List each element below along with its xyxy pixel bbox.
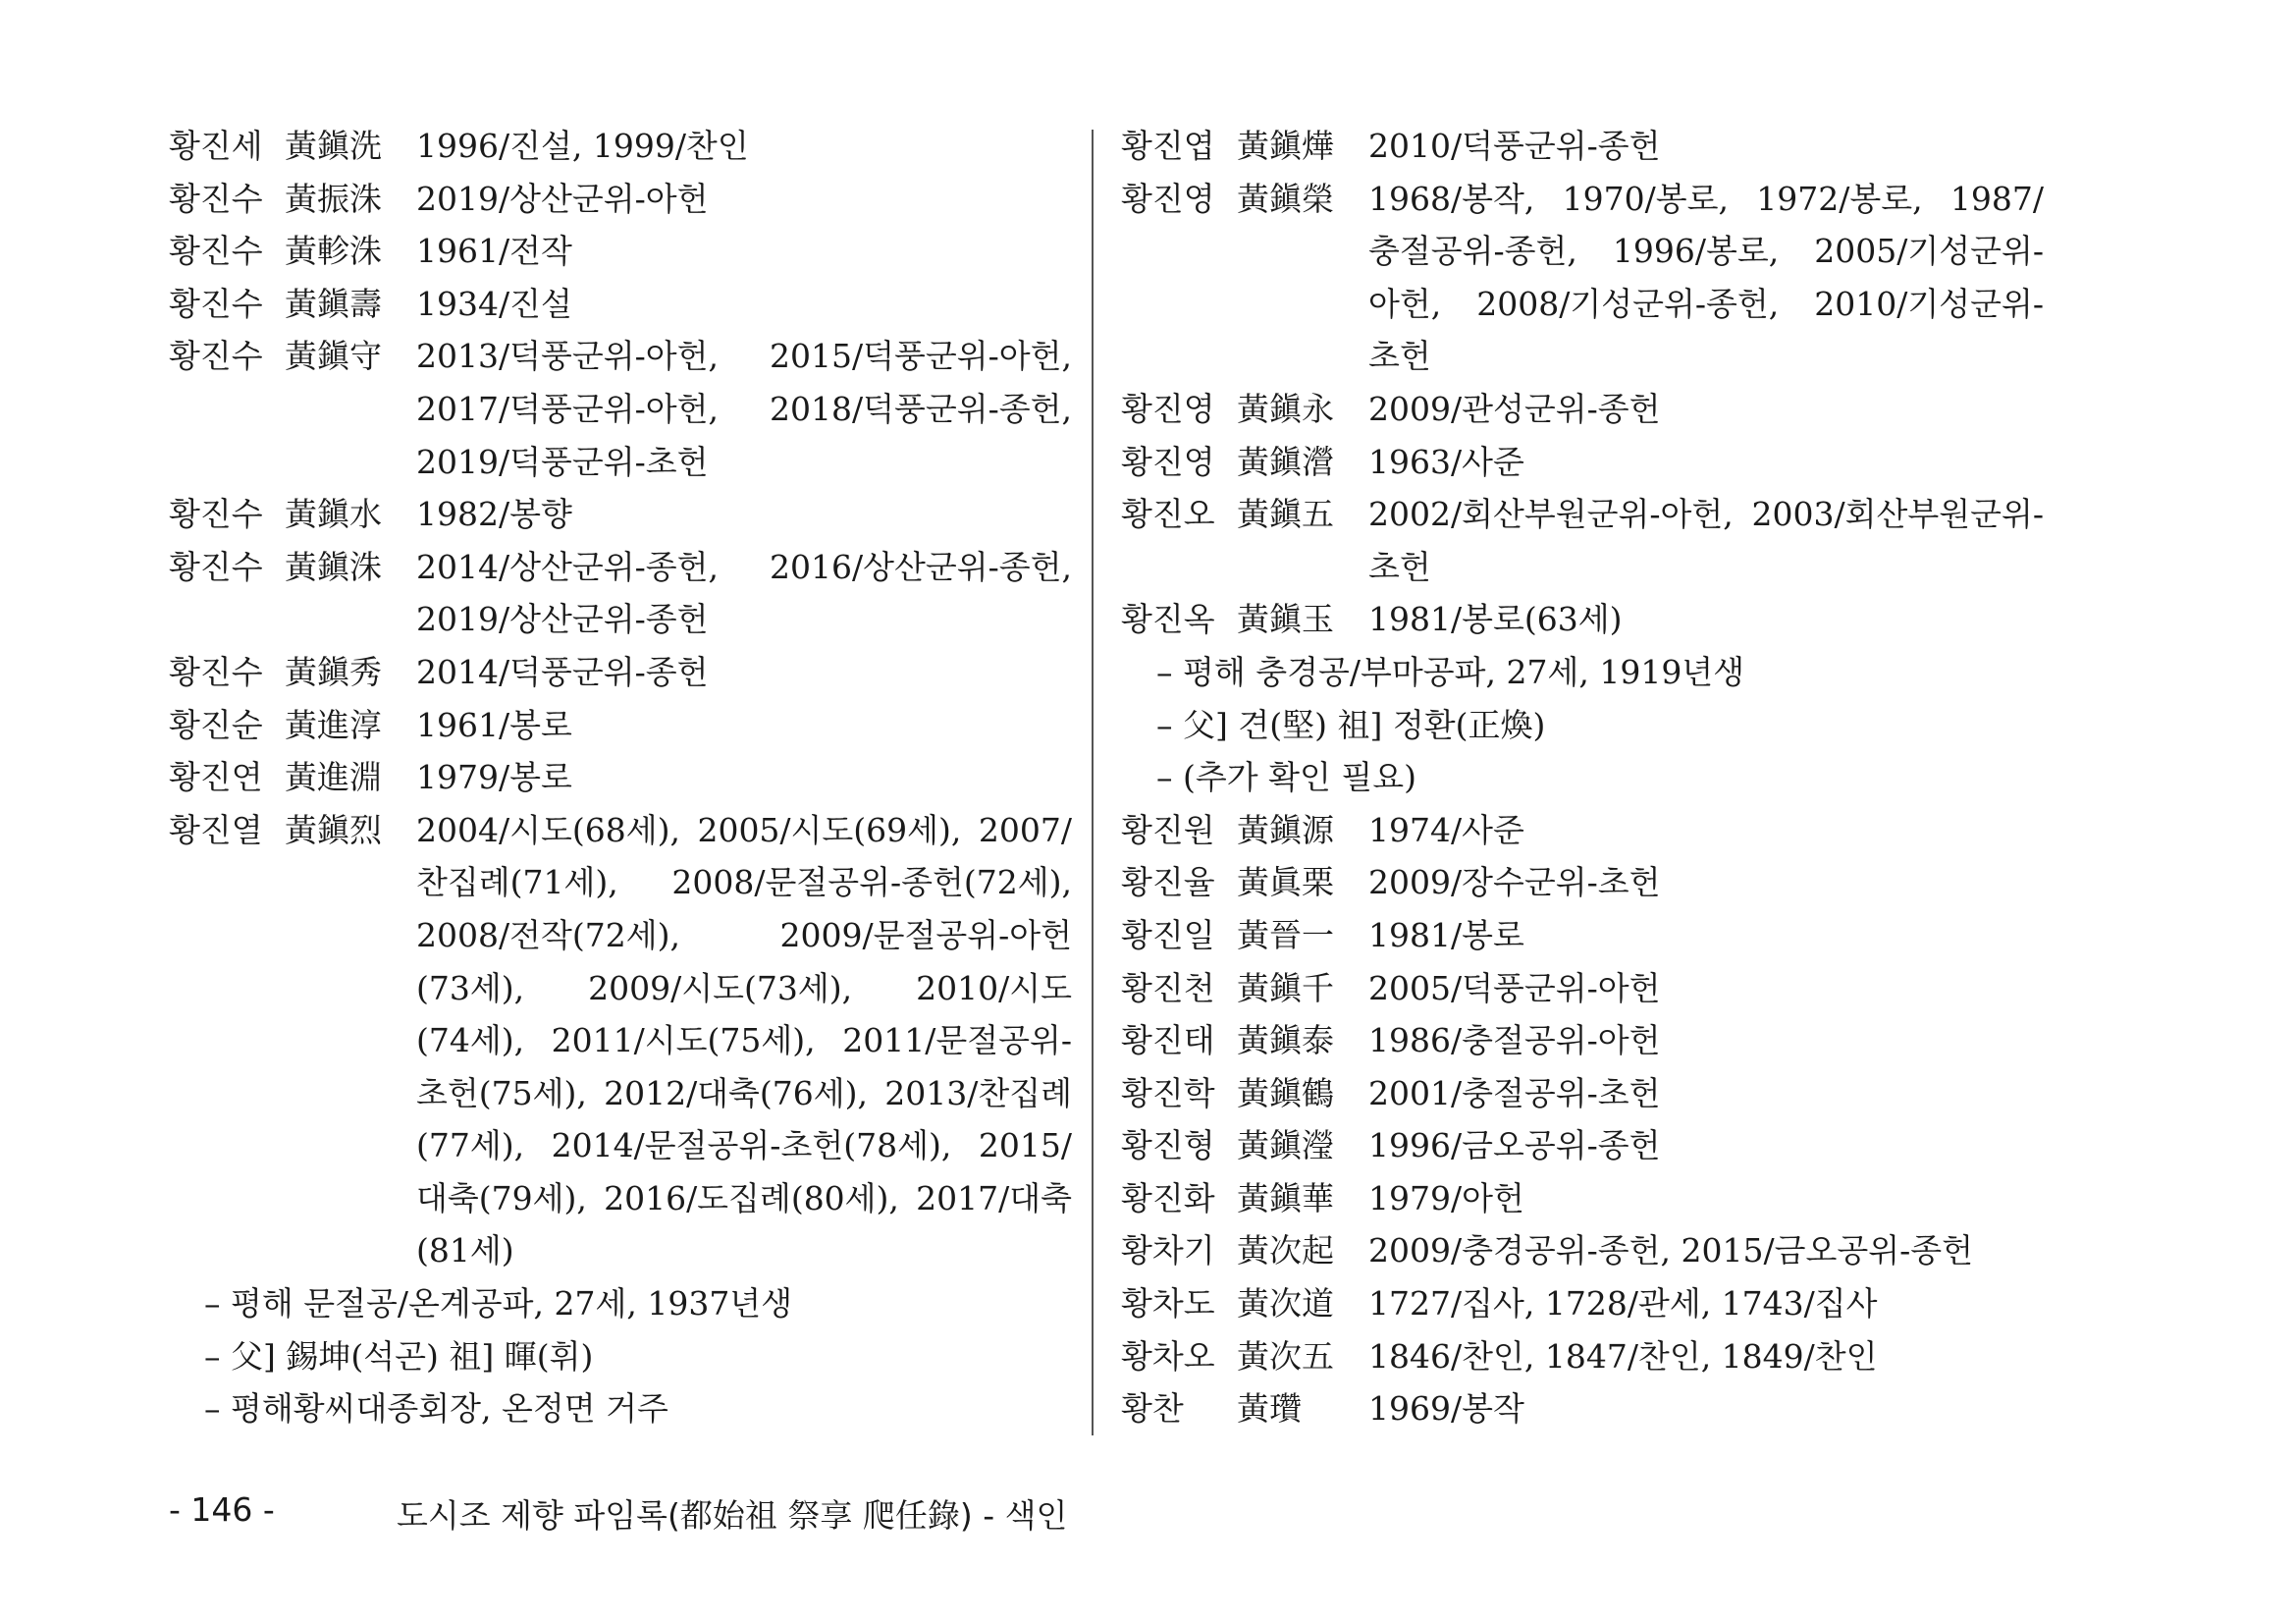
- entry-name: 황진영: [1121, 389, 1215, 428]
- entry-hanja: 黃鎭洗: [285, 127, 382, 165]
- entry-hanja: 黃鎭榮: [1237, 179, 1334, 218]
- entry-text: 1986/충절공위-아헌: [1368, 1021, 1661, 1060]
- entry-hanja: 黃次道: [1237, 1284, 1334, 1324]
- entry-name: 황진학: [1121, 1073, 1215, 1112]
- entry-hanja: 黃鎭瀯: [1237, 442, 1334, 481]
- entry-hanja: 黃鎭燁: [1237, 127, 1334, 165]
- index-entry: [1121, 1119, 2044, 1172]
- entry-text: 2019/상산군위-아헌: [416, 179, 709, 218]
- entry-hanja: 黃鎭守: [285, 337, 382, 376]
- index-entry: [1121, 120, 2044, 173]
- index-entry: [1121, 1277, 2044, 1330]
- entry-text: 1981/봉로(63세): [1368, 600, 1623, 639]
- entry-hanja: 黃鎭壽: [285, 284, 382, 323]
- entry-name: 황진오: [1121, 495, 1215, 534]
- entry-name: 황진율: [1121, 863, 1215, 902]
- index-entry: [1121, 856, 2044, 909]
- index-entry: [169, 804, 1072, 1277]
- entry-hanja: 黃鎭鶴: [1237, 1073, 1334, 1112]
- index-entry: [1121, 383, 2044, 436]
- entry-hanja: 黃鎭烈: [285, 810, 382, 849]
- entry-hanja: 黃鎭源: [1237, 810, 1334, 849]
- entry-text: 2009/충경공위-종헌, 2015/금오공위-종헌: [1368, 1231, 1974, 1270]
- entry-text: 2005/덕풍군위-아헌: [1368, 968, 1661, 1007]
- index-entry: [1121, 909, 2044, 962]
- entry-name: 황진영: [1121, 442, 1215, 481]
- entry-name: 황진수: [169, 284, 263, 323]
- entry-name: 황진세: [169, 127, 263, 165]
- entry-hanja: 黃鎭五: [1237, 495, 1334, 534]
- entry-name: 황진수: [169, 547, 263, 586]
- entry-text: 2014/상산군위-종헌, 2016/상산군위-종헌, 2019/상산군위-종헌: [416, 547, 1072, 639]
- index-entry: [1121, 1067, 2044, 1120]
- entry-text: 1727/집사, 1728/관세, 1743/집사: [1368, 1284, 1878, 1324]
- left-notes: [169, 1277, 1072, 1435]
- column-divider: [1092, 130, 1094, 1435]
- entry-name: 황진원: [1121, 810, 1215, 849]
- entry-name: 황진영: [1121, 179, 1215, 218]
- entry-hanja: 黃鎭千: [1237, 968, 1334, 1007]
- entry-text: 2009/장수군위-초헌: [1368, 863, 1661, 902]
- index-entry: [1121, 804, 2044, 857]
- entry-note: – (추가 확인 필요): [1156, 758, 1416, 797]
- entry-name: 황진수: [169, 232, 263, 271]
- entry-hanja: 黃鎭華: [1237, 1178, 1334, 1217]
- entry-name: 황진수: [169, 652, 263, 691]
- index-entry: [169, 330, 1072, 488]
- entry-hanja: 黃眞栗: [1237, 863, 1334, 902]
- entry-hanja: 黃鎭洙: [285, 547, 382, 586]
- entry-text: 2013/덕풍군위-아헌, 2015/덕풍군위-아헌, 2017/덕풍군위-아헌, 2018/덕풍군위-종헌, 2019/덕풍군위-초헌: [416, 337, 1072, 481]
- entry-text: 2010/덕풍군위-종헌: [1368, 127, 1661, 165]
- index-entry: [169, 225, 1072, 278]
- index-entry: [169, 699, 1072, 752]
- right-notes: [1121, 646, 2044, 804]
- entry-text: 1979/아헌: [1368, 1178, 1524, 1217]
- index-entry: [1121, 1224, 2044, 1277]
- entry-name: 황진태: [1121, 1021, 1215, 1060]
- entry-hanja: 黃次起: [1237, 1231, 1334, 1270]
- index-entry: [169, 120, 1072, 173]
- entry-hanja: 黃鎭永: [1237, 389, 1334, 428]
- entry-note: – 평해황씨대종회장, 온정면 거주: [204, 1389, 668, 1429]
- entry-text: 1979/봉로: [416, 758, 572, 797]
- index-entry: [169, 488, 1072, 541]
- entry-hanja: 黃鎭瀅: [1237, 1126, 1334, 1165]
- entry-name: 황차기: [1121, 1231, 1215, 1270]
- entry-hanja: 黃振洙: [285, 179, 382, 218]
- entry-note: – 평해 충경공/부마공파, 27세, 1919년생: [1156, 652, 1745, 691]
- entry-name: 황차오: [1121, 1336, 1215, 1376]
- index-entry: [1121, 1172, 2044, 1225]
- entry-text: 2004/시도(68세), 2005/시도(69세), 2007/찬집례(71세), 2008/문절공위-종헌(72세), 2008/전작(72세), 2009/문절공위-아헌(73세), 2009/시도(73세), 2010/시도(74세), 2011/시도(75세), 2011/문절공위-초헌(75세), 2012/대축(76세), 2013/찬집례(77세), 2014/문절공위-초헌(78세), 2015/대축(79세), 2016/도집례(80세), 2017/대축(81세): [416, 810, 1072, 1270]
- index-entry: [169, 646, 1072, 699]
- index-entry: [1121, 962, 2044, 1015]
- entry-text: 1961/봉로: [416, 705, 572, 744]
- left-column: [169, 120, 1072, 1435]
- entry-text: 1982/봉향: [416, 495, 572, 534]
- index-entry: [1121, 593, 2044, 646]
- entry-hanja: 黃次五: [1237, 1336, 1334, 1376]
- index-entry: [169, 278, 1072, 331]
- entry-hanja: 黃進淳: [285, 705, 382, 744]
- entry-name: 황진옥: [1121, 600, 1215, 639]
- entry-name: 황진일: [1121, 915, 1215, 954]
- entry-hanja: 黃進淵: [285, 758, 382, 797]
- entry-name: 황진수: [169, 179, 263, 218]
- right-entries-a: [1121, 120, 2044, 646]
- index-entry: [1121, 173, 2044, 383]
- entry-name: 황진연: [169, 758, 263, 797]
- entry-name: 황진순: [169, 705, 263, 744]
- entry-name: 황진수: [169, 495, 263, 534]
- right-column: [1121, 120, 2044, 1435]
- entry-text: 2014/덕풍군위-종헌: [416, 652, 709, 691]
- entry-hanja: 黃鎭水: [285, 495, 382, 534]
- entry-text: 1969/봉작: [1368, 1389, 1524, 1429]
- book-title: 도시조 제향 파임록(都始祖 祭享 爬任錄) - 색인: [397, 1496, 1068, 1535]
- entry-hanja: 黃鎭泰: [1237, 1021, 1334, 1060]
- entry-hanja: 黃晉一: [1237, 915, 1334, 954]
- entry-text: 2001/충절공위-초헌: [1368, 1073, 1661, 1112]
- entry-hanja: 黃鎭秀: [285, 652, 382, 691]
- index-entry: [169, 541, 1072, 646]
- entry-hanja: 黃軫洙: [285, 232, 382, 271]
- page-number: - 146 -: [169, 1490, 275, 1529]
- index-entry: [1121, 1382, 2044, 1435]
- entry-note: – 평해 문절공/온계공파, 27세, 1937년생: [204, 1284, 793, 1324]
- entry-note: – 父] 錫坤(석곤) 祖] 暉(휘): [204, 1336, 594, 1376]
- entry-name: 황진열: [169, 810, 263, 849]
- index-entry: [169, 173, 1072, 226]
- entry-text: 1934/진설: [416, 284, 572, 323]
- entry-text: 2002/회산부원군위-아헌, 2003/회산부원군위-초헌: [1368, 495, 2044, 586]
- entry-hanja: 黃鎭玉: [1237, 600, 1334, 639]
- entry-hanja: 黃瓚: [1237, 1389, 1302, 1429]
- entry-name: 황진형: [1121, 1126, 1215, 1165]
- index-entry: [1121, 1014, 2044, 1067]
- entry-text: 1968/봉작, 1970/봉로, 1972/봉로, 1987/충절공위-종헌, 1996/봉로, 2005/기성군위-아헌, 2008/기성군위-종헌, 2010/기성군위-초헌: [1368, 179, 2044, 376]
- index-entry: [1121, 488, 2044, 593]
- entry-name: 황진화: [1121, 1178, 1215, 1217]
- index-entry: [1121, 1330, 2044, 1383]
- entry-name: 황진엽: [1121, 127, 1215, 165]
- index-entry: [1121, 436, 2044, 489]
- entry-text: 1961/전작: [416, 232, 572, 271]
- entry-text: 1996/진설, 1999/찬인: [416, 127, 749, 165]
- entry-note: – 父] 견(堅) 祖] 정환(正煥): [1156, 705, 1546, 744]
- entry-text: 1996/금오공위-종헌: [1368, 1126, 1661, 1165]
- entry-text: 1981/봉로: [1368, 915, 1524, 954]
- entry-name: 황진천: [1121, 968, 1215, 1007]
- entry-name: 황차도: [1121, 1284, 1215, 1324]
- right-entries-b: [1121, 804, 2044, 1435]
- entry-text: 1963/사준: [1368, 442, 1524, 481]
- entry-text: 1974/사준: [1368, 810, 1524, 849]
- entry-text: 2009/관성군위-종헌: [1368, 389, 1661, 428]
- entry-name: 황진수: [169, 337, 263, 376]
- left-entries: [169, 120, 1072, 1277]
- entry-name: 황찬: [1121, 1389, 1184, 1429]
- entry-text: 1846/찬인, 1847/찬인, 1849/찬인: [1368, 1336, 1878, 1376]
- index-entry: [169, 751, 1072, 804]
